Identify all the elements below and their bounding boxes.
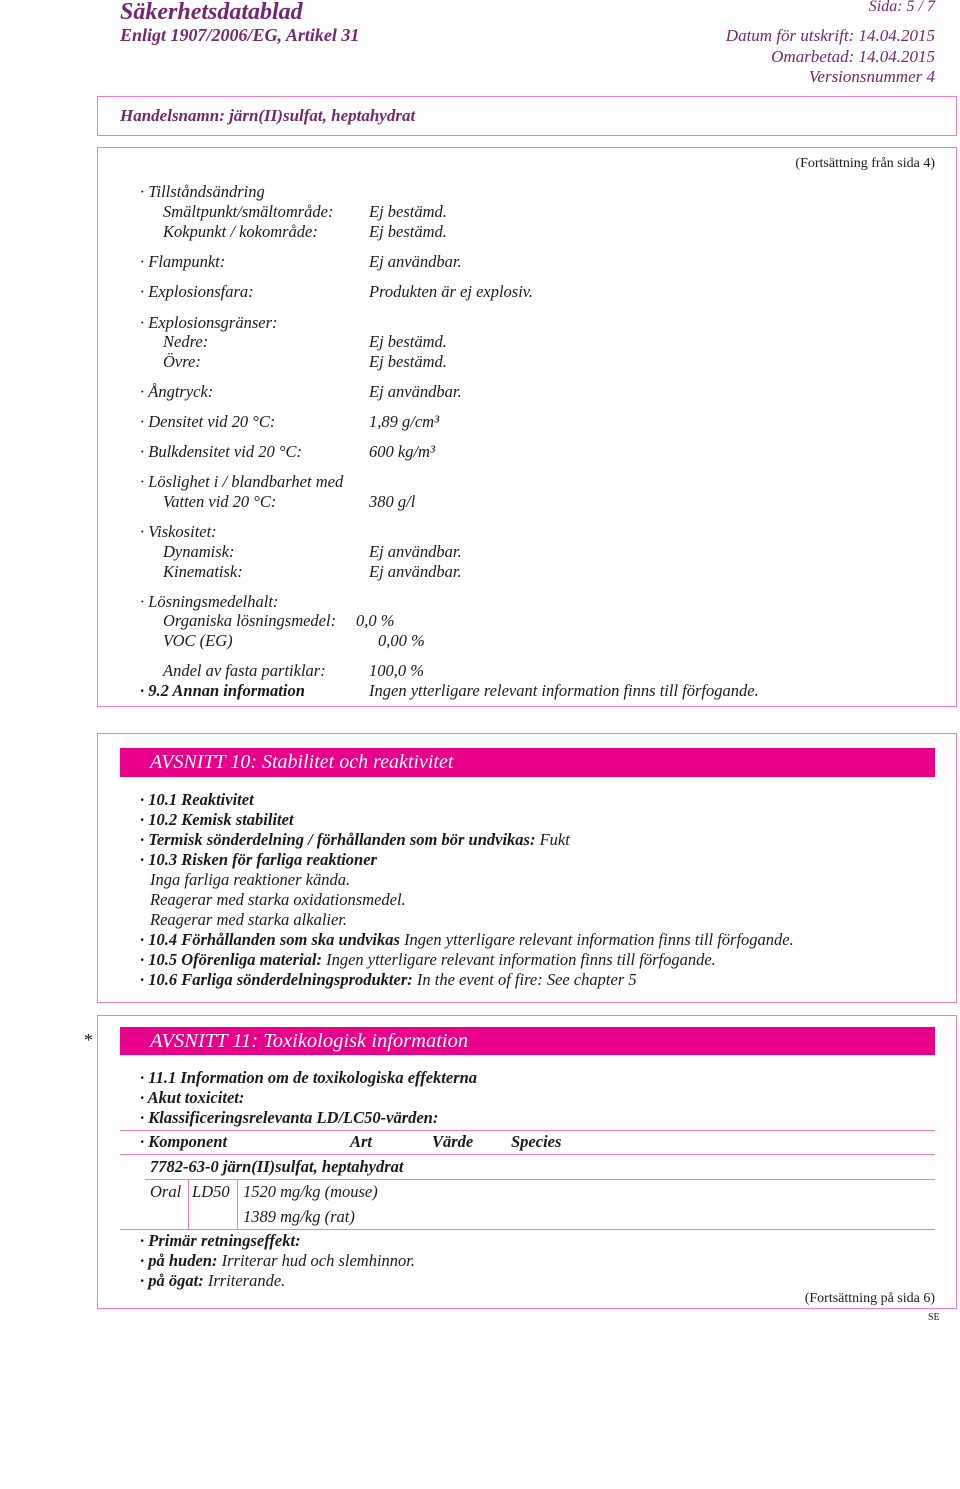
thermal-decomposition-label: · Termisk sönderdelning / förhållanden som bör undvikas: xyxy=(140,830,536,849)
boiling-point-value: Ej bestämd. xyxy=(369,222,447,241)
explosion-hazard-label: · Explosionsfara: xyxy=(140,282,254,301)
revision-date: Omarbetad: 14.04.2015 xyxy=(771,47,935,66)
incompatible-materials-label: · 10.5 Oförenliga material: xyxy=(140,950,322,969)
dynamic-viscosity-value: Ej användbar. xyxy=(369,542,462,561)
boiling-point-label: Kokpunkt / kokområde: xyxy=(163,222,318,241)
chemical-stability-heading: · 10.2 Kemisk stabilitet xyxy=(140,810,294,829)
trade-name: Handelsnamn: järn(II)sulfat, heptahydrat xyxy=(120,106,416,125)
melting-point-row xyxy=(0,202,960,222)
section-10-header-bar xyxy=(120,748,935,777)
exposure-route: Oral xyxy=(150,1182,182,1201)
reactivity-heading: · 10.1 Reaktivitet xyxy=(140,790,254,809)
toxicity-value: 1520 mg/kg (mouse) xyxy=(243,1182,378,1201)
thermal-decomposition-value: Fukt xyxy=(539,830,570,849)
incompatible-materials-value: Ingen ytterligare relevant information finns till förfogande. xyxy=(326,950,716,969)
ld-lc50-heading: · Klassificeringsrelevanta LD/LC50-värden: xyxy=(140,1108,439,1127)
upper-limit-value: Ej bestämd. xyxy=(369,352,447,371)
vapour-pressure-label: · Ångtryck: xyxy=(140,382,214,401)
density-row xyxy=(0,412,960,432)
skin-irritation-label: · på huden: xyxy=(140,1251,218,1270)
explosion-hazard-value: Produkten är ej explosiv. xyxy=(369,282,534,301)
melting-point-value: Ej bestämd. xyxy=(369,202,447,221)
bulk-density-label: · Bulkdensitet vid 20 °C: xyxy=(140,442,302,461)
continued-from-note: (Fortsättning från sida 4) xyxy=(795,156,935,171)
table-row xyxy=(0,1207,960,1227)
solids-content-label: Andel av fasta partiklar: xyxy=(163,661,326,680)
hazardous-reactions-heading: · 10.3 Risken för farliga reaktioner xyxy=(140,850,377,869)
print-date: Datum för utskrift: 14.04.2015 xyxy=(725,26,935,45)
water-solubility-value: 380 g/l xyxy=(369,492,416,511)
lower-limit-row xyxy=(0,332,960,352)
acute-toxicity-heading: · Akut toxicitet: xyxy=(140,1088,245,1107)
solvent-content-heading: · Lösningsmedelhalt: xyxy=(140,592,279,611)
kinematic-viscosity-label: Kinematisk: xyxy=(163,562,243,581)
incompatible-materials-line xyxy=(140,950,716,970)
table-bottom-rule xyxy=(120,1229,935,1230)
regulation-reference: Enligt 1907/2006/EG, Artikel 31 xyxy=(120,25,360,45)
upper-limit-row xyxy=(0,352,960,372)
column-header-species: Species xyxy=(511,1132,562,1151)
organic-solvents-row xyxy=(0,611,960,631)
conditions-to-avoid-value: Ingen ytterligare relevant information finns till förfogande. xyxy=(404,930,794,949)
kinematic-viscosity-value: Ej användbar. xyxy=(369,562,462,581)
country-code: SE xyxy=(928,1312,940,1323)
table-row xyxy=(0,1182,960,1202)
eye-irritation-label: · på ögat: xyxy=(140,1271,204,1290)
section-10-title: AVSNITT 10: Stabilitet och reaktivitet xyxy=(150,751,454,773)
skin-irritation-value: Irriterar hud och slemhinnor. xyxy=(221,1251,416,1270)
table-header-row xyxy=(0,1132,960,1152)
decomposition-products-value: In the event of fire: See chapter 5 xyxy=(416,970,637,989)
section-11-title: AVSNITT 11: Toxikologisk information xyxy=(150,1030,469,1052)
decomposition-products-line xyxy=(140,970,637,990)
kinematic-viscosity-row xyxy=(0,562,960,582)
document-title: Säkerhetsdatablad xyxy=(120,0,303,25)
other-information-row xyxy=(0,681,960,701)
vapour-pressure-value: Ej användbar. xyxy=(369,382,462,401)
change-marker: * xyxy=(84,1030,93,1050)
eye-irritation-line xyxy=(140,1271,285,1291)
organic-solvents-label: Organiska lösningsmedel: xyxy=(163,611,337,630)
table-top-rule xyxy=(120,1130,935,1131)
conditions-to-avoid-line xyxy=(140,930,794,950)
version-number: Versionsnummer 4 xyxy=(808,67,935,86)
upper-limit-label: Övre: xyxy=(163,352,201,371)
lower-limit-value: Ej bestämd. xyxy=(369,332,447,351)
reaction-note: Inga farliga reaktioner kända. xyxy=(150,870,351,889)
section-11-header-bar xyxy=(120,1027,935,1055)
thermal-decomposition-line xyxy=(140,830,570,850)
toxicological-effects-heading: · 11.1 Information om de toxikologiska effekterna xyxy=(140,1068,478,1087)
other-information-label: · 9.2 Annan information xyxy=(140,681,305,700)
voc-value: 0,00 % xyxy=(378,631,425,650)
page-number: Sida: 5 / 7 xyxy=(868,0,935,15)
other-information-value: Ingen ytterligare relevant information finns till förfogande. xyxy=(369,681,759,700)
state-change-heading: · Tillståndsändring xyxy=(140,182,265,201)
viscosity-heading: · Viskositet: xyxy=(140,522,217,541)
conditions-to-avoid-label: · 10.4 Förhållanden som ska undvikas xyxy=(140,930,400,949)
table-header-rule xyxy=(120,1154,935,1155)
flash-point-row xyxy=(0,252,960,272)
toxicity-value: 1389 mg/kg (rat) xyxy=(243,1207,355,1226)
density-value: 1,89 g/cm³ xyxy=(369,412,440,431)
column-header-component: · Komponent xyxy=(140,1132,228,1151)
component-name: 7782-63-0 järn(II)sulfat, heptahydrat xyxy=(150,1157,404,1176)
flash-point-value: Ej användbar. xyxy=(369,252,462,271)
solids-content-row xyxy=(0,661,960,681)
solids-content-value: 100,0 % xyxy=(369,661,424,680)
column-header-value: Värde xyxy=(432,1132,474,1151)
explosion-hazard-row xyxy=(0,282,960,302)
voc-row xyxy=(0,631,960,651)
toxicity-type: LD50 xyxy=(192,1182,230,1201)
reaction-note: Reagerar med starka alkalier. xyxy=(150,910,348,929)
flash-point-label: · Flampunkt: xyxy=(140,252,226,271)
boiling-point-row xyxy=(0,222,960,242)
reaction-note: Reagerar med starka oxidationsmedel. xyxy=(150,890,406,909)
vapour-pressure-row xyxy=(0,382,960,402)
melting-point-label: Smältpunkt/smältområde: xyxy=(163,202,334,221)
skin-irritation-line xyxy=(140,1251,415,1271)
explosion-limits-heading: · Explosionsgränser: xyxy=(140,313,278,332)
decomposition-products-label: · 10.6 Farliga sönderdelningsprodukter: xyxy=(140,970,413,989)
eye-irritation-value: Irriterande. xyxy=(207,1271,286,1290)
table-component-rule xyxy=(145,1179,935,1180)
water-solubility-label: Vatten vid 20 °C: xyxy=(163,492,277,511)
bulk-density-value: 600 kg/m³ xyxy=(369,442,435,461)
continued-on-note: (Fortsättning på sida 6) xyxy=(804,1291,935,1306)
voc-label: VOC (EG) xyxy=(163,631,233,650)
column-header-route: Art xyxy=(350,1132,373,1151)
dynamic-viscosity-label: Dynamisk: xyxy=(163,542,235,561)
density-label: · Densitet vid 20 °C: xyxy=(140,412,276,431)
water-solubility-row xyxy=(0,492,960,512)
organic-solvents-value: 0,0 % xyxy=(356,611,395,630)
lower-limit-label: Nedre: xyxy=(163,332,209,351)
primary-irritation-heading: · Primär retningseffekt: xyxy=(140,1231,301,1250)
dynamic-viscosity-row xyxy=(0,542,960,562)
solubility-heading: · Löslighet i / blandbarhet med xyxy=(140,472,344,491)
bulk-density-row xyxy=(0,442,960,462)
